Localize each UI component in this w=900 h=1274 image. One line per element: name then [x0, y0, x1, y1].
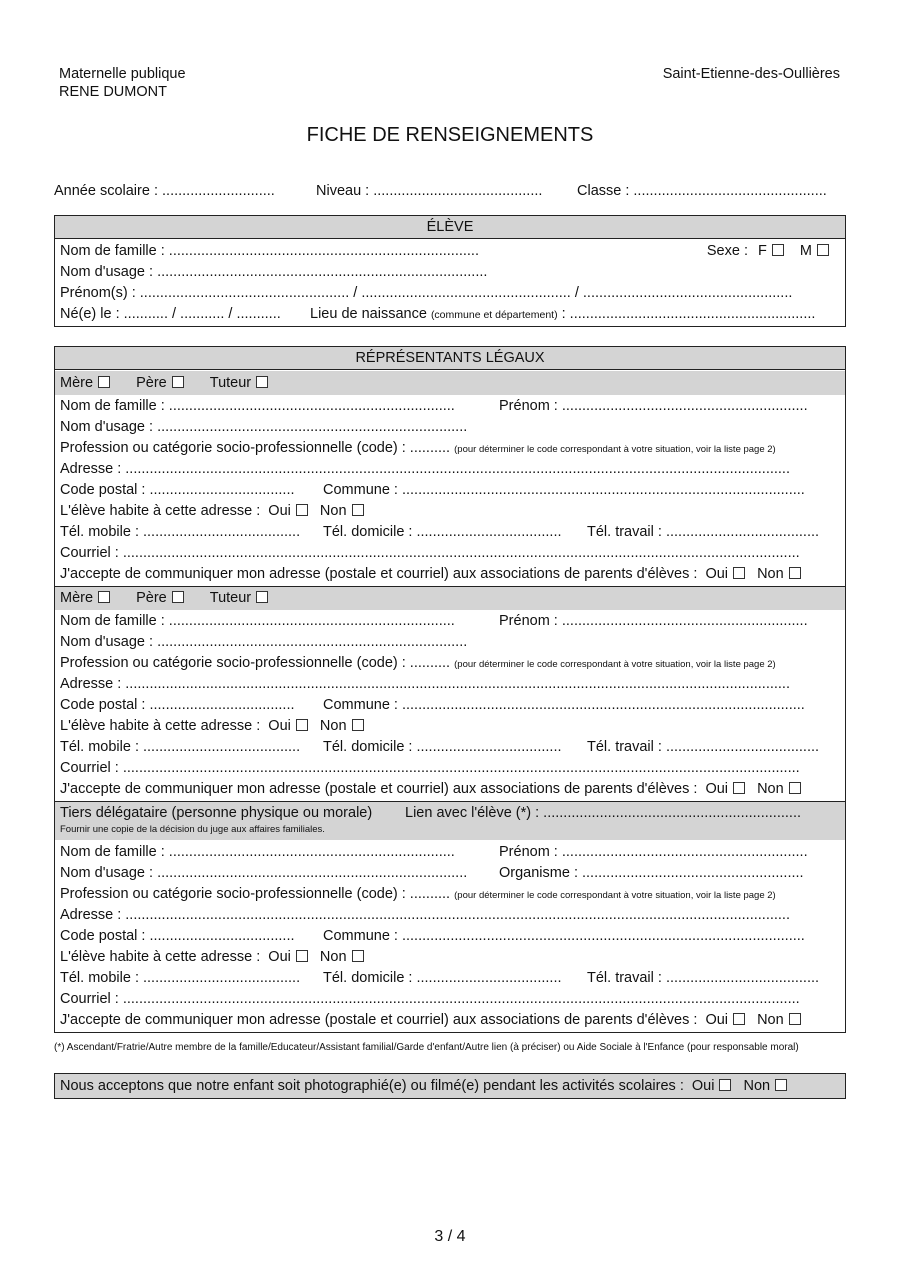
tiers-prenom[interactable]: Prénom : .............................................................: [499, 844, 808, 860]
accept-oui-checkbox[interactable]: [733, 782, 745, 794]
profession-label: Profession ou catégorie socio-professionnelle (code) : ..........: [60, 440, 451, 456]
accept-oui-label: Oui: [705, 566, 729, 582]
photo-non-checkbox[interactable]: [775, 1079, 787, 1091]
rep2-nom-usage[interactable]: Nom d'usage : .............................................................................: [60, 634, 468, 650]
school-type: Maternelle publique: [59, 66, 186, 82]
eleve-date-naissance[interactable]: Né(e) le : ........... / ........... / ...........: [60, 306, 281, 322]
footnote: (*) Ascendant/Fratrie/Autre membre de la famille/Educateur/Assistant familial/Garde d'enfant/Autre lien (à préciser) ou Aide Sociale à l'Enfance (pour responsable moral): [54, 1042, 799, 1053]
rep1-habite: [60, 501, 364, 521]
habite-non-checkbox[interactable]: [352, 504, 364, 516]
habite-oui-checkbox[interactable]: [296, 504, 308, 516]
tiers-organisme[interactable]: Organisme : .......................................................: [499, 865, 804, 881]
tiers-habite: [60, 947, 364, 967]
rep1-prenom[interactable]: Prénom : .............................................................: [499, 398, 808, 414]
rep2-prenom[interactable]: Prénom : .............................................................: [499, 613, 808, 629]
rep2-tel-travail[interactable]: Tél. travail : ......................................: [587, 739, 820, 755]
tiers-courriel[interactable]: Courriel : ........................................................................................................................................................................: [60, 991, 800, 1007]
rep2-tel-domicile[interactable]: Tél. domicile : ....................................: [323, 739, 562, 755]
eleve-prenoms[interactable]: Prénom(s) : .................................................... / .................................................... / ....................................................: [60, 285, 793, 301]
habite-label: L'élève habite à cette adresse :: [60, 949, 261, 965]
eleve-nom-usage[interactable]: Nom d'usage : ..................................................................................: [60, 264, 488, 280]
habite-oui-label: Oui: [268, 949, 291, 965]
niveau-field[interactable]: Niveau : ..........................................: [316, 183, 543, 199]
habite-label: L'élève habite à cette adresse :: [60, 718, 261, 734]
role-mere-label: Mère: [60, 590, 94, 606]
roles-group-2: [60, 588, 268, 608]
annee-scolaire-field[interactable]: Année scolaire : ............................: [54, 183, 275, 199]
rep2-code-postal[interactable]: Code postal : ....................................: [60, 697, 295, 713]
profession-note: (pour déterminer le code correspondant à votre situation, voir la liste page 2): [454, 890, 776, 901]
tiers-tel-mobile[interactable]: Tél. mobile : .......................................: [60, 970, 301, 986]
role-tuteur-label: Tuteur: [209, 590, 252, 606]
role-mere-checkbox[interactable]: [98, 376, 110, 388]
habite-label: L'élève habite à cette adresse :: [60, 503, 261, 519]
lieu-label: Lieu de naissance: [310, 306, 427, 322]
habite-oui-label: Oui: [268, 718, 291, 734]
photo-consent-row: [60, 1076, 787, 1096]
role-pere-label: Père: [136, 375, 167, 391]
rep2-commune[interactable]: Commune : ....................................................................................................: [323, 697, 805, 713]
accept-oui-checkbox[interactable]: [733, 1013, 745, 1025]
role-mere-checkbox[interactable]: [98, 591, 110, 603]
photo-non-label: Non: [743, 1078, 771, 1094]
rep2-nom-famille[interactable]: Nom de famille : .......................................................................: [60, 613, 455, 629]
roles-row-1: [55, 371, 845, 395]
rep1-courriel[interactable]: Courriel : ........................................................................................................................................................................: [60, 545, 800, 561]
accept-oui-checkbox[interactable]: [733, 567, 745, 579]
accept-oui-label: Oui: [705, 1012, 729, 1028]
habite-non-checkbox[interactable]: [352, 719, 364, 731]
school-name: RENE DUMONT: [59, 84, 167, 100]
rep2-adresse[interactable]: Adresse : .....................................................................................................................................................................: [60, 676, 790, 692]
sexe-m-label: M: [799, 243, 812, 259]
accept-oui-label: Oui: [705, 781, 729, 797]
tiers-accept: [60, 1010, 801, 1030]
habite-non-label: Non: [319, 718, 347, 734]
tiers-tel-travail[interactable]: Tél. travail : ......................................: [587, 970, 820, 986]
tiers-title: Tiers délégataire (personne physique ou morale): [60, 805, 373, 821]
habite-oui-label: Oui: [268, 503, 291, 519]
photo-consent-box: [54, 1073, 846, 1099]
rep2-profession[interactable]: [60, 653, 776, 673]
habite-oui-checkbox[interactable]: [296, 950, 308, 962]
rep1-nom-usage[interactable]: Nom d'usage : .............................................................................: [60, 419, 468, 435]
accept-label: J'accepte de communiquer mon adresse (postale et courriel) aux associations de parents d'élèves :: [60, 781, 698, 797]
habite-non-checkbox[interactable]: [352, 950, 364, 962]
photo-consent-text: Nous acceptons que notre enfant soit photographié(e) ou filmé(e) pendant les activités scolaires :: [60, 1078, 684, 1094]
accept-non-checkbox[interactable]: [789, 567, 801, 579]
rep2-accept: [60, 779, 801, 799]
lieu-dots: : .............................................................: [561, 306, 816, 322]
role-tuteur-checkbox[interactable]: [256, 591, 268, 603]
lieu-naissance-field[interactable]: [310, 304, 815, 325]
classe-field[interactable]: Classe : ................................................: [577, 183, 827, 199]
rep1-accept: [60, 564, 801, 584]
tiers-nom-famille[interactable]: Nom de famille : .......................................................................: [60, 844, 455, 860]
profession-label: Profession ou catégorie socio-professionnelle (code) : ..........: [60, 886, 451, 902]
sexe-f-label: F: [758, 243, 767, 259]
tiers-lien-field[interactable]: Lien avec l'élève (*) : ................................................................: [405, 805, 801, 821]
representants-section-title: RÉPRÉSENTANTS LÉGAUX: [55, 347, 845, 370]
rep1-tel-mobile[interactable]: Tél. mobile : .......................................: [60, 524, 301, 540]
tiers-profession[interactable]: [60, 884, 776, 904]
tiers-code-postal[interactable]: Code postal : ....................................: [60, 928, 295, 944]
accept-non-checkbox[interactable]: [789, 782, 801, 794]
tiers-nom-usage[interactable]: Nom d'usage : .............................................................................: [60, 865, 468, 881]
role-mere-label: Mère: [60, 375, 94, 391]
tiers-adresse[interactable]: Adresse : .....................................................................................................................................................................: [60, 907, 790, 923]
accept-non-checkbox[interactable]: [789, 1013, 801, 1025]
sexe-m-checkbox[interactable]: [817, 244, 829, 256]
sexe-f-checkbox[interactable]: [772, 244, 784, 256]
tiers-commune[interactable]: Commune : ....................................................................................................: [323, 928, 805, 944]
tiers-tel-domicile[interactable]: Tél. domicile : ....................................: [323, 970, 562, 986]
representants-section: [54, 346, 846, 1033]
profession-note: (pour déterminer le code correspondant à votre situation, voir la liste page 2): [454, 444, 776, 455]
lieu-note: (commune et département): [430, 309, 558, 321]
rep2-habite: [60, 716, 364, 736]
page-number: 3 / 4: [434, 1228, 466, 1245]
habite-non-label: Non: [319, 503, 347, 519]
rep1-tel-travail[interactable]: Tél. travail : ......................................: [587, 524, 820, 540]
rep1-nom-famille[interactable]: Nom de famille : .......................................................................: [60, 398, 455, 414]
photo-oui-label: Oui: [691, 1078, 715, 1094]
eleve-section: [54, 215, 846, 327]
accept-non-label: Non: [757, 566, 784, 582]
role-pere-label: Père: [136, 590, 167, 606]
accept-non-label: Non: [757, 1012, 784, 1028]
photo-oui-checkbox[interactable]: [719, 1079, 731, 1091]
rep1-tel-domicile[interactable]: Tél. domicile : ....................................: [323, 524, 562, 540]
roles-row-2: [55, 587, 845, 610]
rep1-profession[interactable]: [60, 438, 776, 458]
eleve-section-title: ÉLÈVE: [55, 216, 845, 239]
accept-label: J'accepte de communiquer mon adresse (postale et courriel) aux associations de parents d'élèves :: [60, 566, 698, 582]
accept-non-label: Non: [757, 781, 784, 797]
rep1-adresse[interactable]: Adresse : .....................................................................................................................................................................: [60, 461, 790, 477]
habite-oui-checkbox[interactable]: [296, 719, 308, 731]
role-tuteur-label: Tuteur: [209, 375, 252, 391]
tiers-note: Fournir une copie de la décision du juge aux affaires familiales.: [60, 824, 325, 835]
role-tuteur-checkbox[interactable]: [256, 376, 268, 388]
sexe-label: Sexe :: [706, 243, 748, 259]
town: Saint-Etienne-des-Oullières: [662, 66, 840, 82]
rep2-courriel[interactable]: Courriel : ........................................................................................................................................................................: [60, 760, 800, 776]
habite-non-label: Non: [319, 949, 347, 965]
profession-label: Profession ou catégorie socio-professionnelle (code) : ..........: [60, 655, 451, 671]
roles-group-1: [60, 373, 268, 393]
role-pere-checkbox[interactable]: [172, 591, 184, 603]
profession-note: (pour déterminer le code correspondant à votre situation, voir la liste page 2): [454, 659, 776, 670]
rep1-code-postal[interactable]: Code postal : ....................................: [60, 482, 295, 498]
sexe-group: [707, 241, 829, 261]
rep1-commune[interactable]: Commune : ....................................................................................................: [323, 482, 805, 498]
role-pere-checkbox[interactable]: [172, 376, 184, 388]
accept-label: J'accepte de communiquer mon adresse (postale et courriel) aux associations de parents d'élèves :: [60, 1012, 698, 1028]
eleve-nom-famille[interactable]: Nom de famille : .............................................................................: [60, 243, 479, 259]
tiers-header: [55, 802, 845, 840]
page-title: FICHE DE RENSEIGNEMENTS: [306, 124, 594, 146]
rep2-tel-mobile[interactable]: Tél. mobile : .......................................: [60, 739, 301, 755]
